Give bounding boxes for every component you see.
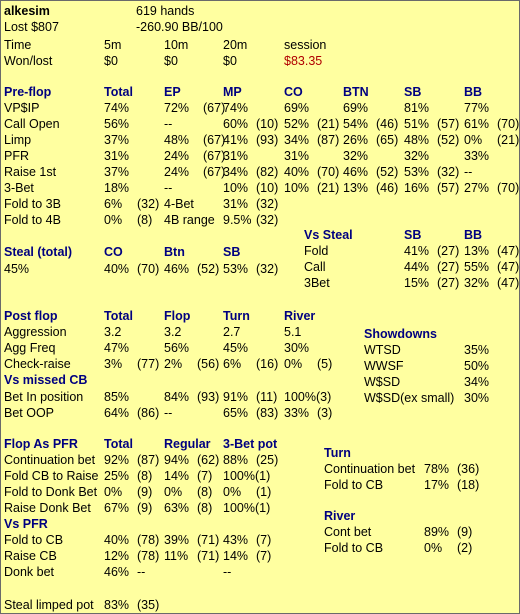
steal-limped-label: Steal limped pot: [4, 598, 94, 612]
preflop-col-header: Total: [104, 85, 133, 99]
preflop-col-header: SB: [404, 85, 422, 99]
vs-steal-cell: 13%: [464, 244, 490, 258]
steal-total: 45%: [4, 262, 30, 276]
showdown-label: W$SD(ex small): [364, 391, 455, 405]
vs-steal-heading: Vs Steal: [304, 228, 353, 242]
preflop-cell: 26%: [343, 133, 369, 147]
postflop-cell: 30%: [284, 341, 310, 355]
postflop-row-label: Agg Freq: [4, 341, 56, 355]
missed-cb-cell: (3): [317, 406, 333, 420]
preflop-heading: Pre-flop: [4, 85, 52, 99]
postflop-cell: 0%: [284, 357, 303, 371]
preflop-cell: 32%: [404, 149, 430, 163]
showdowns-heading: Showdowns: [364, 327, 437, 341]
vs-pfr-row-label: Donk bet: [4, 565, 55, 579]
flop-pfr-row-label: Fold CB to Raise: [4, 469, 99, 483]
preflop-cell: 51%: [404, 117, 430, 131]
preflop-cell: (65): [376, 133, 399, 147]
turn-row-label: Continuation bet: [324, 462, 416, 476]
preflop-cell: 24%: [164, 165, 190, 179]
river-count: (9): [457, 525, 473, 539]
missed-cb-cell: (11): [256, 390, 278, 404]
vs-pfr-cell: (7): [256, 549, 272, 563]
preflop-cell: 34%: [223, 165, 249, 179]
preflop-cell: (32): [256, 213, 279, 227]
missed-cb-cell: 84%: [164, 390, 190, 404]
vs-steal-bb-header: BB: [464, 228, 483, 242]
preflop-cell: 9.5%: [223, 213, 252, 227]
preflop-col-header: MP: [223, 85, 242, 99]
preflop-cell: --: [464, 165, 473, 179]
missed-cb-row-label: Bet In position: [4, 390, 84, 404]
preflop-cell: 34%: [284, 133, 310, 147]
postflop-cell: 56%: [164, 341, 190, 355]
preflop-cell: 72%: [164, 101, 190, 115]
wonlost-session: $83.35: [284, 54, 323, 68]
steal-cell: 40%: [104, 262, 130, 276]
wonlost-5m: $0: [104, 54, 118, 68]
preflop-cell: 31%: [223, 149, 249, 163]
time-20m: 20m: [223, 38, 248, 52]
steal-sb-header: SB: [223, 245, 241, 259]
preflop-cell: 0%: [104, 213, 123, 227]
flop-pfr-col-header: 3-Bet pot: [223, 437, 278, 451]
vs-steal-row-label: Fold: [304, 244, 329, 258]
flop-pfr-cell: (87): [137, 453, 160, 467]
vs-steal-cell: (47): [497, 244, 520, 258]
time-5m: 5m: [104, 38, 122, 52]
preflop-cell: 4B range: [164, 213, 215, 227]
preflop-cell: 61%: [464, 117, 490, 131]
preflop-cell: 4-Bet: [164, 197, 194, 211]
flop-pfr-cell: 94%: [164, 453, 190, 467]
vs-steal-sb-header: SB: [404, 228, 422, 242]
preflop-cell: (70): [497, 181, 520, 195]
player-name: alkesim: [4, 4, 50, 18]
preflop-cell: 74%: [104, 101, 130, 115]
preflop-cell: (10): [256, 117, 279, 131]
preflop-cell: 10%: [223, 181, 249, 195]
steal-cell: 53%: [223, 262, 249, 276]
turn-value: 78%: [424, 462, 450, 476]
vs-pfr-row-label: Raise CB: [4, 549, 57, 563]
preflop-cell: (52): [437, 133, 460, 147]
preflop-row-label: Raise 1st: [4, 165, 57, 179]
time-label: Time: [4, 38, 32, 52]
time-10m: 10m: [164, 38, 189, 52]
postflop-cell: (5): [317, 357, 333, 371]
preflop-cell: 40%: [284, 165, 310, 179]
preflop-cell: 10%: [284, 181, 310, 195]
vs-pfr-cell: 14%: [223, 549, 249, 563]
wonlost-10m: $0: [164, 54, 178, 68]
vs-pfr-cell: 40%: [104, 533, 130, 547]
preflop-row-label: VP$IP: [4, 101, 40, 115]
vs-steal-cell: (27): [437, 276, 460, 290]
preflop-cell: 37%: [104, 165, 130, 179]
flop-pfr-cell: 0%: [164, 485, 183, 499]
turn-count: (36): [457, 462, 480, 476]
preflop-cell: 18%: [104, 181, 130, 195]
vs-steal-cell: (47): [497, 260, 520, 274]
preflop-row-label: PFR: [4, 149, 29, 163]
postflop-cell: (77): [137, 357, 160, 371]
preflop-cell: 6%: [104, 197, 123, 211]
steal-cell: (32): [256, 262, 279, 276]
missed-cb-cell: (93): [197, 390, 220, 404]
turn-row-label: Fold to CB: [324, 478, 384, 492]
flop-pfr-row-label: Raise Donk Bet: [4, 501, 91, 515]
steal-limped-value: 83%: [104, 598, 130, 612]
preflop-cell: (32): [437, 165, 460, 179]
preflop-cell: --: [164, 117, 173, 131]
preflop-cell: 53%: [404, 165, 430, 179]
preflop-cell: (82): [256, 165, 279, 179]
flop-pfr-cell: (1): [256, 485, 272, 499]
postflop-cell: 3%: [104, 357, 123, 371]
time-session: session: [284, 38, 327, 52]
preflop-cell: 48%: [164, 133, 190, 147]
preflop-cell: (67): [203, 149, 226, 163]
vs-pfr-cell: (78): [137, 549, 160, 563]
preflop-col-header: CO: [284, 85, 303, 99]
showdown-value: 35%: [464, 343, 490, 357]
preflop-cell: 33%: [464, 149, 490, 163]
steal-cell: (70): [137, 262, 160, 276]
preflop-cell: 31%: [223, 197, 249, 211]
vs-steal-cell: 44%: [404, 260, 430, 274]
vs-pfr-cell: --: [137, 565, 146, 579]
steal-co-header: CO: [104, 245, 123, 259]
preflop-cell: 41%: [223, 133, 249, 147]
vs-pfr-cell: (78): [137, 533, 160, 547]
preflop-col-header: EP: [164, 85, 181, 99]
preflop-row-label: Fold to 3B: [4, 197, 61, 211]
preflop-col-header: BTN: [343, 85, 369, 99]
vs-steal-cell: (27): [437, 244, 460, 258]
preflop-cell: (10): [256, 181, 279, 195]
flop-pfr-cell: (9): [137, 501, 153, 515]
flop-pfr-col-header: Regular: [164, 437, 211, 451]
vs-steal-cell: 15%: [404, 276, 430, 290]
postflop-col-header: Flop: [164, 309, 191, 323]
vs-steal-cell: 41%: [404, 244, 430, 258]
vs-pfr-cell: 39%: [164, 533, 190, 547]
steal-limped-count: (35): [137, 598, 160, 612]
preflop-cell: 27%: [464, 181, 490, 195]
vs-steal-row-label: Call: [304, 260, 326, 274]
flop-pfr-cell: (7): [197, 469, 213, 483]
preflop-cell: 32%: [343, 149, 369, 163]
preflop-row-label: Fold to 4B: [4, 213, 61, 227]
wonlost-20m: $0: [223, 54, 237, 68]
postflop-cell: 3.2: [104, 325, 122, 339]
preflop-cell: (70): [497, 117, 520, 131]
preflop-cell: (46): [376, 181, 399, 195]
river-row-label: Fold to CB: [324, 541, 384, 555]
showdown-value: 50%: [464, 359, 490, 373]
flop-pfr-cell: 63%: [164, 501, 190, 515]
preflop-cell: 48%: [404, 133, 430, 147]
preflop-row-label: Limp: [4, 133, 32, 147]
hands-count: 619 hands: [136, 4, 195, 18]
preflop-col-header: BB: [464, 85, 483, 99]
flop-pfr-cell: (9): [137, 485, 153, 499]
postflop-cell: 2.7: [223, 325, 241, 339]
preflop-cell: 54%: [343, 117, 369, 131]
preflop-cell: (67): [203, 165, 226, 179]
vs-steal-cell: 55%: [464, 260, 490, 274]
missed-cb-cell: --: [164, 406, 173, 420]
showdown-value: 30%: [464, 391, 490, 405]
flop-pfr-heading: Flop As PFR: [4, 437, 78, 451]
preflop-row-label: 3-Bet: [4, 181, 34, 195]
preflop-cell: 77%: [464, 101, 490, 115]
showdown-label: WWSF: [364, 359, 404, 373]
preflop-cell: 69%: [284, 101, 310, 115]
postflop-cell: (16): [256, 357, 279, 371]
missed-cb-cell: 33%: [284, 406, 310, 420]
preflop-cell: 74%: [223, 101, 249, 115]
river-heading: River: [324, 509, 356, 523]
steal-btn-header: Btn: [164, 245, 185, 259]
vs-pfr-cell: 43%: [223, 533, 249, 547]
preflop-cell: (21): [317, 181, 340, 195]
flop-pfr-cell: (8): [197, 485, 213, 499]
flop-pfr-col-header: Total: [104, 437, 133, 451]
flop-pfr-cell: 14%: [164, 469, 190, 483]
vs-pfr-cell: 46%: [104, 565, 130, 579]
missed-cb-cell: 85%: [104, 390, 130, 404]
showdown-label: W$SD: [364, 375, 401, 389]
missed-cb-row-label: Bet OOP: [4, 406, 55, 420]
missed-cb-cell: 65%: [223, 406, 249, 420]
vs-steal-row-label: 3Bet: [304, 276, 330, 290]
flop-pfr-row-label: Continuation bet: [4, 453, 96, 467]
flop-pfr-cell: (62): [197, 453, 220, 467]
postflop-cell: (56): [197, 357, 220, 371]
flop-pfr-cell: 0%: [104, 485, 123, 499]
flop-pfr-cell: 0%: [223, 485, 242, 499]
vs-pfr-cell: (71): [197, 533, 220, 547]
postflop-col-header: Turn: [223, 309, 250, 323]
postflop-cell: 5.1: [284, 325, 302, 339]
river-count: (2): [457, 541, 473, 555]
preflop-cell: 31%: [104, 149, 130, 163]
preflop-cell: 46%: [343, 165, 369, 179]
turn-count: (18): [457, 478, 480, 492]
flop-pfr-cell: (8): [137, 469, 153, 483]
preflop-cell: (21): [497, 133, 520, 147]
preflop-cell: 52%: [284, 117, 310, 131]
preflop-cell: 16%: [404, 181, 430, 195]
missed-cb-cell: (86): [137, 406, 160, 420]
postflop-heading: Post flop: [4, 309, 58, 323]
vs-steal-cell: (27): [437, 260, 460, 274]
preflop-cell: (70): [317, 165, 340, 179]
postflop-col-header: River: [284, 309, 316, 323]
preflop-row-label: Call Open: [4, 117, 60, 131]
preflop-cell: 69%: [343, 101, 369, 115]
flop-pfr-cell: (25): [256, 453, 279, 467]
preflop-cell: (67): [203, 101, 226, 115]
vs-steal-cell: (47): [497, 276, 520, 290]
preflop-cell: 56%: [104, 117, 130, 131]
preflop-cell: 0%: [464, 133, 483, 147]
vs-pfr-cell: (7): [256, 533, 272, 547]
postflop-col-header: Total: [104, 309, 133, 323]
preflop-cell: (8): [137, 213, 153, 227]
wonlost-label: Won/lost: [4, 54, 53, 68]
steal-cell: 46%: [164, 262, 190, 276]
postflop-row-label: Aggression: [4, 325, 67, 339]
preflop-cell: (57): [437, 181, 460, 195]
missed-cb-cell: 91%: [223, 390, 249, 404]
flop-pfr-cell: 25%: [104, 469, 130, 483]
postflop-cell: 3.2: [164, 325, 182, 339]
flop-pfr-row-label: Fold to Donk Bet: [4, 485, 98, 499]
bb-per-100: -260.90 BB/100: [136, 20, 223, 34]
lost-amount: Lost $807: [4, 20, 59, 34]
vs-pfr-cell: 12%: [104, 549, 130, 563]
steal-cell: (52): [197, 262, 220, 276]
turn-value: 17%: [424, 478, 450, 492]
postflop-row-label: Check-raise: [4, 357, 71, 371]
preflop-cell: --: [164, 181, 173, 195]
preflop-cell: 24%: [164, 149, 190, 163]
steal-heading: Steal (total): [4, 245, 73, 259]
flop-pfr-cell: 92%: [104, 453, 130, 467]
flop-pfr-cell: 100%(1): [223, 469, 271, 483]
preflop-cell: (32): [256, 197, 279, 211]
preflop-cell: (67): [203, 133, 226, 147]
showdown-label: WTSD: [364, 343, 401, 357]
preflop-cell: 31%: [284, 149, 310, 163]
preflop-cell: (93): [256, 133, 279, 147]
preflop-cell: 37%: [104, 133, 130, 147]
missed-cb-cell: 64%: [104, 406, 130, 420]
river-value: 89%: [424, 525, 450, 539]
preflop-cell: 60%: [223, 117, 249, 131]
postflop-cell: 6%: [223, 357, 242, 371]
vs-pfr-cell: 11%: [164, 549, 189, 563]
flop-pfr-cell: 100%(1): [223, 501, 271, 515]
preflop-cell: (32): [137, 197, 160, 211]
preflop-cell: (46): [376, 117, 399, 131]
flop-pfr-cell: 88%: [223, 453, 249, 467]
missed-cb-cell: (83): [256, 406, 279, 420]
showdown-value: 34%: [464, 375, 490, 389]
preflop-cell: (87): [317, 133, 340, 147]
flop-pfr-cell: 67%: [104, 501, 130, 515]
turn-heading: Turn: [324, 446, 351, 460]
flop-pfr-cell: (8): [197, 501, 213, 515]
preflop-cell: (21): [317, 117, 340, 131]
vs-pfr-heading: Vs PFR: [4, 517, 48, 531]
vs-pfr-cell: --: [223, 565, 232, 579]
missed-cb-cell: 100%(3): [284, 390, 332, 404]
preflop-cell: 81%: [404, 101, 430, 115]
postflop-cell: 47%: [104, 341, 130, 355]
preflop-cell: 13%: [343, 181, 369, 195]
postflop-cell: 45%: [223, 341, 249, 355]
vs-pfr-row-label: Fold to CB: [4, 533, 64, 547]
vs-pfr-cell: (71): [197, 549, 220, 563]
river-value: 0%: [424, 541, 443, 555]
vs-missed-cb-heading: Vs missed CB: [4, 373, 88, 387]
river-row-label: Cont bet: [324, 525, 372, 539]
vs-steal-cell: 32%: [464, 276, 490, 290]
postflop-cell: 2%: [164, 357, 183, 371]
preflop-cell: (52): [376, 165, 399, 179]
preflop-cell: (57): [437, 117, 460, 131]
